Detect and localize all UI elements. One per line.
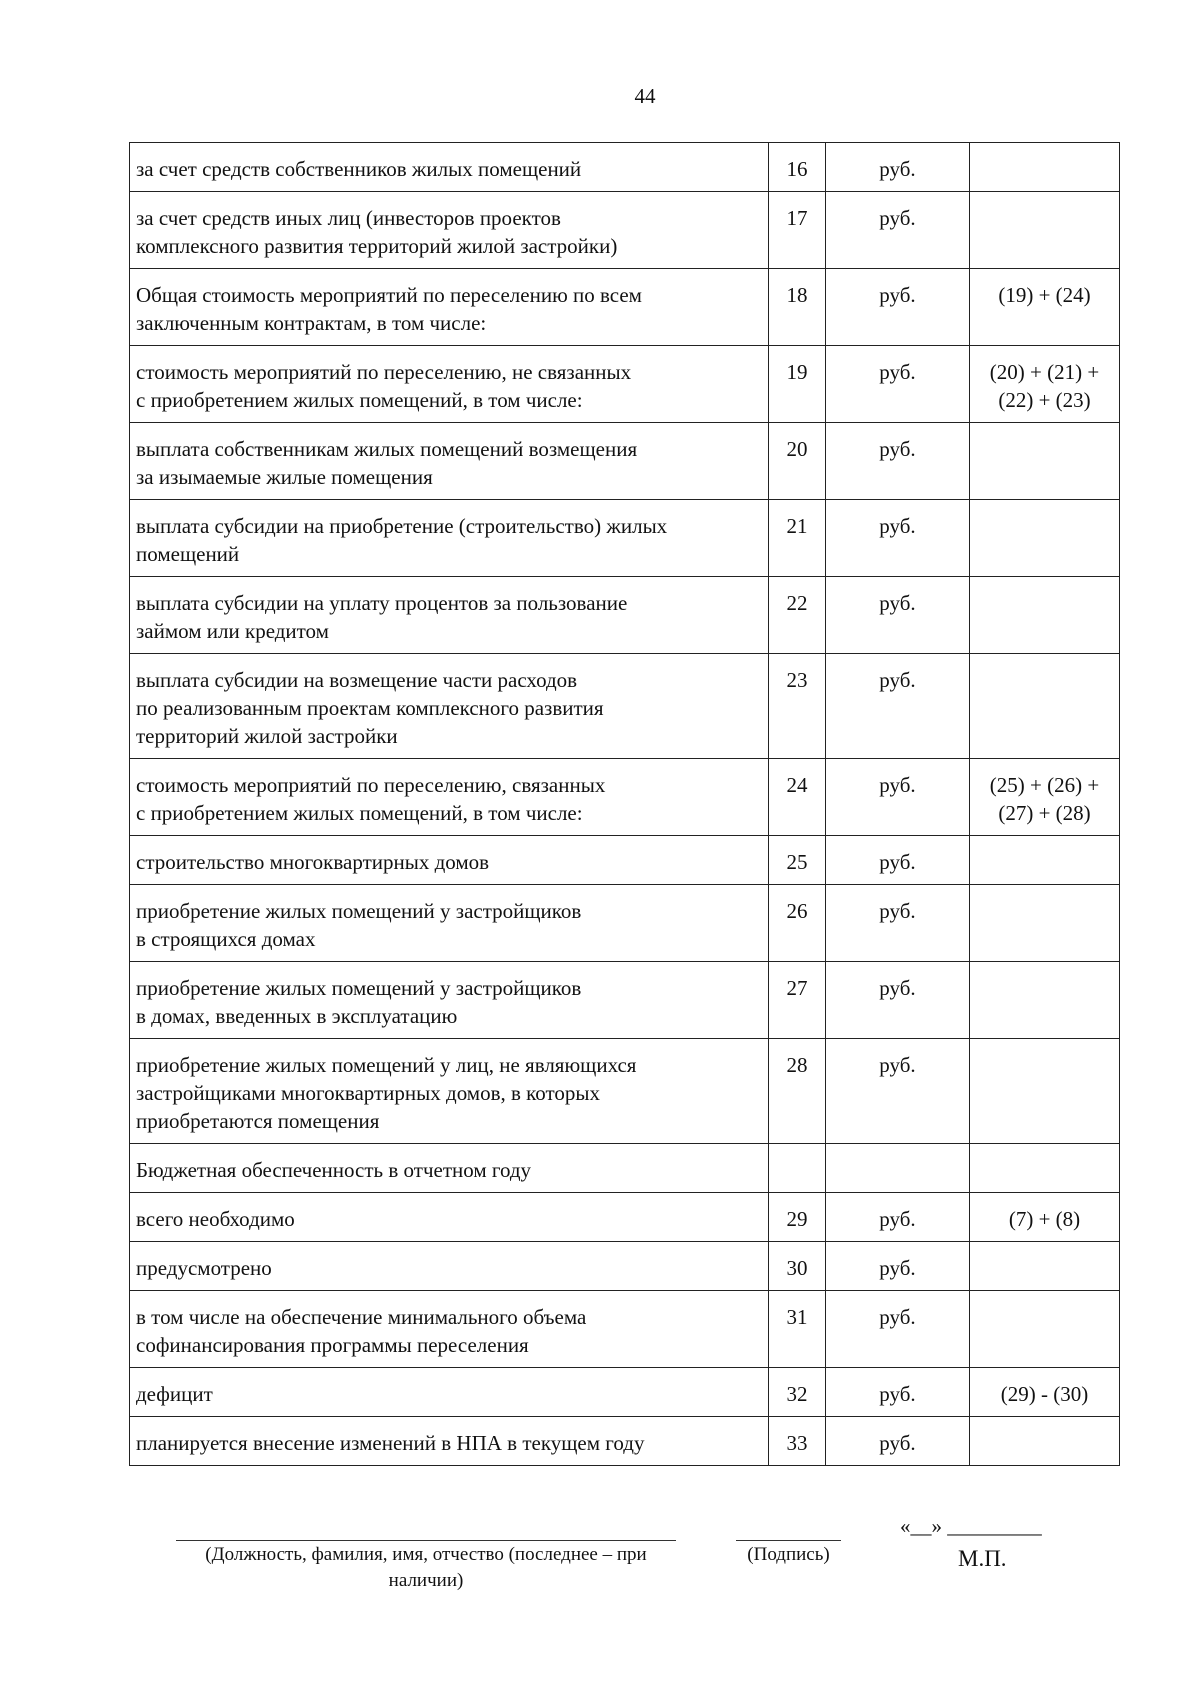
stamp-place-label: М.П. xyxy=(958,1546,1007,1571)
table-row xyxy=(130,1291,1120,1368)
unit-cell: руб. xyxy=(826,885,970,962)
table-row xyxy=(130,577,1120,654)
report-table-body xyxy=(130,143,1120,1466)
indicator-name-cell: приобретение жилых помещений у застройщиков в домах, введенных в эксплуатацию xyxy=(130,962,769,1039)
row-code-cell: 25 xyxy=(769,836,826,885)
row-code-cell: 33 xyxy=(769,1417,826,1466)
indicator-name-cell: Общая стоимость мероприятий по переселению по всем заключенным контрактам, в том числе: xyxy=(130,269,769,346)
indicator-name-cell: в том числе на обеспечение минимального объема софинансирования программы переселения xyxy=(130,1291,769,1368)
table-row xyxy=(130,836,1120,885)
row-code-cell: 26 xyxy=(769,885,826,962)
row-code-cell: 32 xyxy=(769,1368,826,1417)
row-code-cell: 21 xyxy=(769,500,826,577)
row-code-cell: 19 xyxy=(769,346,826,423)
unit-cell: руб. xyxy=(826,962,970,1039)
formula-cell xyxy=(970,500,1120,577)
position-caption: (Должность, фамилия, имя, отчество (последнее – при наличии) xyxy=(205,1544,647,1591)
unit-cell: руб. xyxy=(826,1291,970,1368)
position-signature-line xyxy=(176,1540,676,1541)
unit-cell: руб. xyxy=(826,500,970,577)
signature-caption: (Подпись) xyxy=(747,1544,830,1565)
row-code-cell: 24 xyxy=(769,759,826,836)
indicator-name-cell: за счет средств собственников жилых помещений xyxy=(130,143,769,192)
formula-cell xyxy=(970,423,1120,500)
indicator-name-cell: Бюджетная обеспеченность в отчетном году xyxy=(130,1144,769,1193)
unit-cell: руб. xyxy=(826,423,970,500)
row-code-cell: 16 xyxy=(769,143,826,192)
formula-cell xyxy=(970,962,1120,1039)
formula-cell xyxy=(970,836,1120,885)
indicator-name-cell: выплата субсидии на уплату процентов за пользование займом или кредитом xyxy=(130,577,769,654)
row-code-cell xyxy=(769,1144,826,1193)
row-code-cell: 23 xyxy=(769,654,826,759)
formula-cell xyxy=(970,1144,1120,1193)
unit-cell: руб. xyxy=(826,346,970,423)
report-table xyxy=(129,142,1120,1466)
formula-cell xyxy=(970,1242,1120,1291)
unit-cell: руб. xyxy=(826,654,970,759)
unit-cell: руб. xyxy=(826,1039,970,1144)
signature-line xyxy=(736,1540,841,1541)
table-row xyxy=(130,885,1120,962)
unit-cell: руб. xyxy=(826,577,970,654)
formula-cell xyxy=(970,1039,1120,1144)
unit-cell: руб. xyxy=(826,192,970,269)
indicator-name-cell: выплата субсидии на приобретение (строительство) жилых помещений xyxy=(130,500,769,577)
table-row xyxy=(130,1242,1120,1291)
signature-block xyxy=(0,1514,1200,1648)
table-row xyxy=(130,1144,1120,1193)
page-number: 44 xyxy=(634,84,656,108)
row-code-cell: 31 xyxy=(769,1291,826,1368)
formula-cell: (25) + (26) + (27) + (28) xyxy=(970,759,1120,836)
indicator-name-cell: строительство многоквартирных домов xyxy=(130,836,769,885)
indicator-name-cell: дефицит xyxy=(130,1368,769,1417)
unit-cell: руб. xyxy=(826,143,970,192)
formula-cell xyxy=(970,143,1120,192)
formula-cell xyxy=(970,885,1120,962)
formula-cell: (20) + (21) + (22) + (23) xyxy=(970,346,1120,423)
row-code-cell: 30 xyxy=(769,1242,826,1291)
row-code-cell: 17 xyxy=(769,192,826,269)
row-code-cell: 29 xyxy=(769,1193,826,1242)
unit-cell: руб. xyxy=(826,269,970,346)
table-row xyxy=(130,1039,1120,1144)
table-row xyxy=(130,346,1120,423)
date-field: «__» _________ xyxy=(900,1514,1042,1538)
unit-cell xyxy=(826,1144,970,1193)
indicator-name-cell: выплата собственникам жилых помещений возмещения за изымаемые жилые помещения xyxy=(130,423,769,500)
table-row xyxy=(130,143,1120,192)
table-row xyxy=(130,1417,1120,1466)
table-row xyxy=(130,500,1120,577)
unit-cell: руб. xyxy=(826,1368,970,1417)
indicator-name-cell: приобретение жилых помещений у лиц, не являющихся застройщиками многоквартирных домов, в которых приобретаются помещения xyxy=(130,1039,769,1144)
table-row xyxy=(130,1193,1120,1242)
table-row xyxy=(130,1368,1120,1417)
formula-cell xyxy=(970,1417,1120,1466)
unit-cell: руб. xyxy=(826,759,970,836)
table-row xyxy=(130,423,1120,500)
formula-cell xyxy=(970,577,1120,654)
table-row xyxy=(130,654,1120,759)
formula-cell xyxy=(970,654,1120,759)
table-row xyxy=(130,759,1120,836)
row-code-cell: 20 xyxy=(769,423,826,500)
row-code-cell: 22 xyxy=(769,577,826,654)
formula-cell: (7) + (8) xyxy=(970,1193,1120,1242)
row-code-cell: 27 xyxy=(769,962,826,1039)
table-row xyxy=(130,962,1120,1039)
row-code-cell: 18 xyxy=(769,269,826,346)
table-row xyxy=(130,192,1120,269)
indicator-name-cell: за счет средств иных лиц (инвесторов проектов комплексного развития территорий жилой застройки) xyxy=(130,192,769,269)
unit-cell: руб. xyxy=(826,1193,970,1242)
unit-cell: руб. xyxy=(826,1417,970,1466)
table-row xyxy=(130,269,1120,346)
indicator-name-cell: всего необходимо xyxy=(130,1193,769,1242)
indicator-name-cell: стоимость мероприятий по переселению, связанных с приобретением жилых помещений, в том числе: xyxy=(130,759,769,836)
indicator-name-cell: приобретение жилых помещений у застройщиков в строящихся домах xyxy=(130,885,769,962)
indicator-name-cell: стоимость мероприятий по переселению, не связанных с приобретением жилых помещений, в том числе: xyxy=(130,346,769,423)
indicator-name-cell: предусмотрено xyxy=(130,1242,769,1291)
formula-cell: (19) + (24) xyxy=(970,269,1120,346)
row-code-cell: 28 xyxy=(769,1039,826,1144)
formula-cell xyxy=(970,1291,1120,1368)
unit-cell: руб. xyxy=(826,836,970,885)
indicator-name-cell: выплата субсидии на возмещение части расходов по реализованным проектам комплексного развития территорий жилой застройки xyxy=(130,654,769,759)
formula-cell xyxy=(970,192,1120,269)
unit-cell: руб. xyxy=(826,1242,970,1291)
indicator-name-cell: планируется внесение изменений в НПА в текущем году xyxy=(130,1417,769,1466)
formula-cell: (29) - (30) xyxy=(970,1368,1120,1417)
